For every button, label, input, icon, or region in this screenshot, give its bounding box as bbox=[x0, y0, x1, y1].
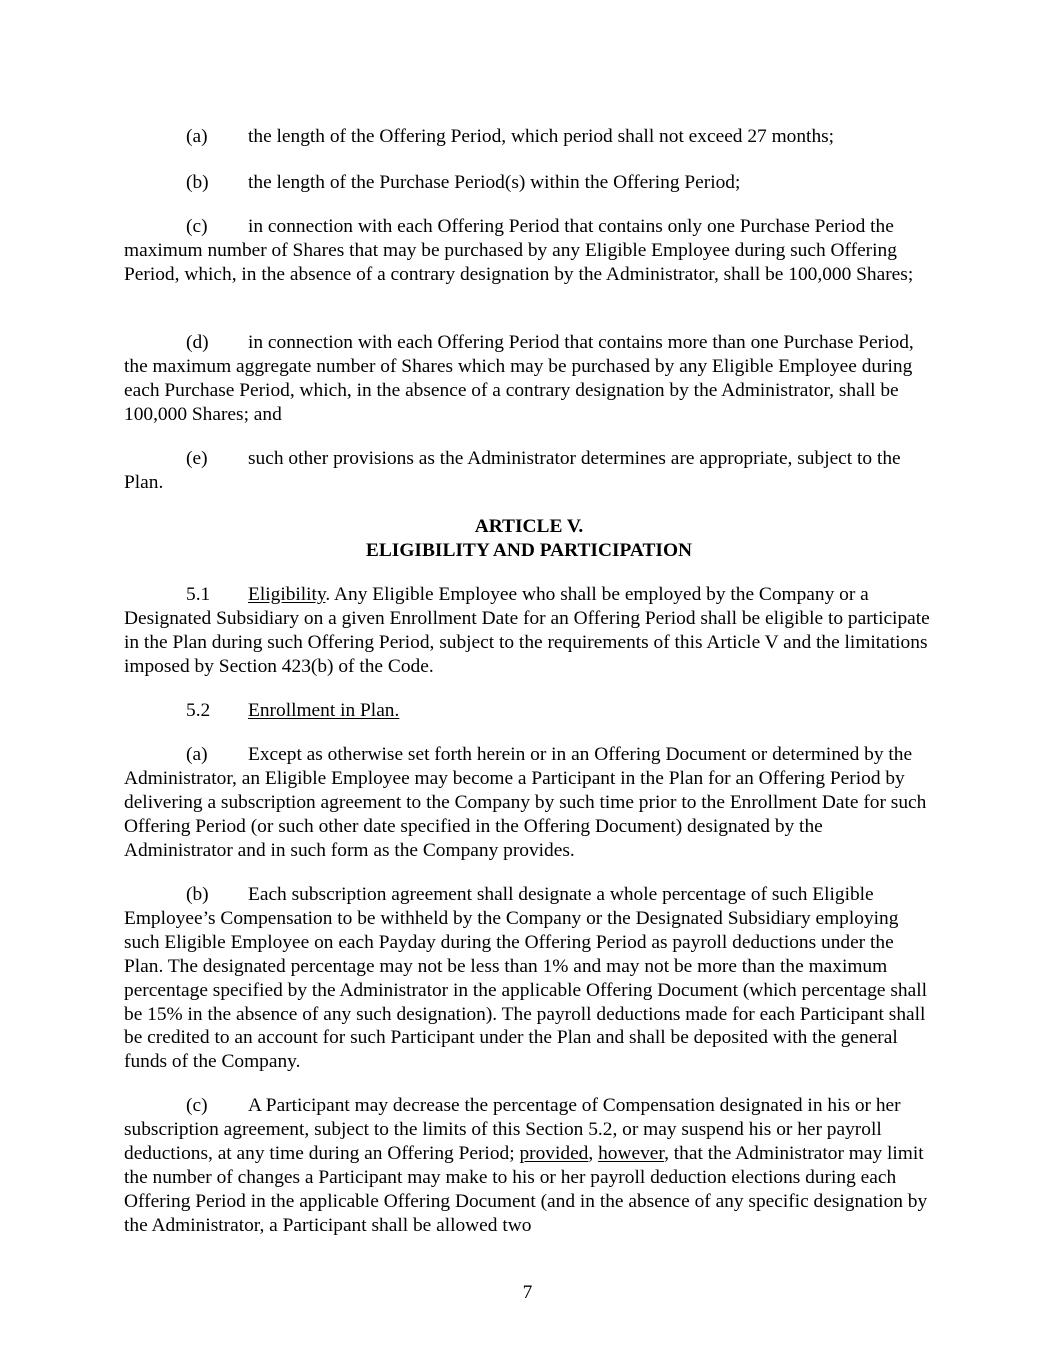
page-number: 7 bbox=[522, 1282, 533, 1303]
subsection-text: Except as otherwise set forth herein or in an Offering Document or determined by the Administrator, an Eligible Employee may become a Participant in the Plan for an Offering Period by delivering a subscription agreement to the Company by such time prior to the Enrollment Date for such Offering Period (or such other date specified in the Offering Document) designated by the Administrator and in such form as the Company provides. bbox=[124, 744, 927, 861]
article-title: ELIGIBILITY AND PARTICIPATION bbox=[365, 540, 693, 561]
subsection-text: A Participant may decrease the percentage of Compensation designated in his or her subscription agreement, subject to the limits of this Section 5.2, or may suspend his or her payroll deductions, at any time during an Offering Period; bbox=[124, 1095, 901, 1164]
provided-term: provided bbox=[519, 1142, 589, 1164]
section-heading: Enrollment in Plan. bbox=[248, 700, 400, 721]
item-e bbox=[124, 447, 934, 495]
item-text: in connection with each Offering Period that contains only one Purchase Period the maximum number of Shares that may be purchased by any Eligible Employee during such Offering Period, which, in the absence of a contrary designation by the Administrator, shall be 100,000 Shares; bbox=[124, 216, 914, 285]
subsection-a bbox=[124, 743, 934, 863]
item-text: the length of the Offering Period, which period shall not exceed 27 months; bbox=[248, 126, 835, 147]
comma: , bbox=[588, 1142, 599, 1164]
item-label: (d) bbox=[186, 332, 209, 353]
item-text: such other provisions as the Administrator determines are appropriate, subject to the Plan. bbox=[124, 448, 901, 493]
subsection-text: Each subscription agreement shall designate a whole percentage of such Eligible Employee’s Compensation to be withheld by the Company or the Designated Subsidiary employing such Eligible Employee on each Payday during the Offering Period as payroll deductions under the Plan. The designated percentage may not be less than 1% and may not be more than the maximum percentage specified by the Administrator in the applicable Offering Document (which percentage shall be 15% in the absence of any such designation). The payroll deductions made for each Participant shall be credited to an account for such Participant under the Plan and shall be deposited with the general funds of the Company. bbox=[124, 884, 927, 1073]
subsection-c bbox=[124, 1094, 934, 1237]
section-heading: Eligibility bbox=[248, 584, 326, 605]
item-a bbox=[124, 125, 934, 149]
item-label: (c) bbox=[186, 216, 208, 237]
subsection-b bbox=[124, 883, 934, 1074]
item-text: in connection with each Offering Period that contains more than one Purchase Period, the maximum aggregate number of Shares which may be purchased by any Eligible Employee during each Purchase Period, which, in the absence of a contrary designation by the Administrator, shall be 100,000 Shares; and bbox=[124, 332, 914, 425]
item-label: (a) bbox=[186, 126, 208, 147]
subsection-text-continued: , that the Administrator may limit the number of changes a Participant may make to his or her payroll deduction elections during each Offering Period in the applicable Offering Document (and in the absence of any specific designation by the Administrator, a Participant shall be allowed two bbox=[124, 1142, 928, 1236]
section-text: . Any Eligible Employee who shall be employed by the Company or a Designated Subsidiary on a given Enrollment Date for an Offering Period shall be eligible to participate in the Plan during such Offering Period, subject to the requirements of this Article V and the limitations imposed by Section 423(b) of the Code. bbox=[124, 584, 930, 677]
item-label: (e) bbox=[186, 448, 208, 469]
item-label: (b) bbox=[186, 172, 209, 193]
section-number: 5.2 bbox=[186, 700, 211, 721]
item-c bbox=[124, 215, 934, 287]
item-d bbox=[124, 331, 934, 427]
section-5-1 bbox=[124, 583, 934, 679]
item-b bbox=[124, 171, 934, 195]
item-text: the length of the Purchase Period(s) within the Offering Period; bbox=[248, 172, 741, 193]
article-number: ARTICLE V. bbox=[474, 516, 584, 537]
however-term: however bbox=[598, 1142, 665, 1164]
section-number: 5.1 bbox=[186, 584, 211, 605]
subsection-label: (c) bbox=[186, 1095, 208, 1116]
section-5-2 bbox=[124, 699, 934, 723]
subsection-label: (a) bbox=[186, 744, 208, 765]
subsection-label: (b) bbox=[186, 884, 209, 905]
